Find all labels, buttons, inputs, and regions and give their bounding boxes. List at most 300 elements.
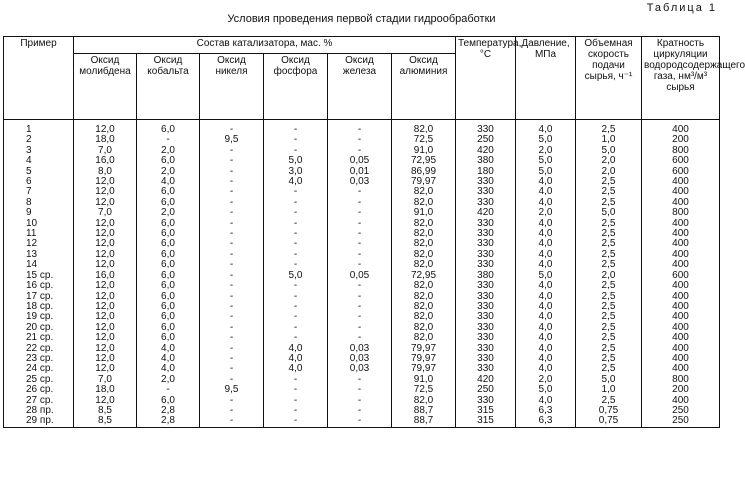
table-cell: 330 [456, 344, 516, 354]
table-cell: 330 [456, 219, 516, 229]
table-cell: - [200, 250, 264, 260]
example-cell: 12 [4, 239, 74, 249]
table-cell: 250 [642, 406, 720, 416]
table-cell: 2,5 [576, 250, 642, 260]
table-cell: - [200, 187, 264, 197]
table-cell: - [200, 281, 264, 291]
table-cell: 4,0 [516, 344, 576, 354]
table-cell: - [264, 323, 328, 333]
table-cell: - [328, 260, 392, 270]
table-cell: 6,0 [137, 156, 200, 166]
header-iron-oxide: Оксид железа [328, 54, 392, 120]
table-cell: 0,01 [328, 167, 392, 177]
table-cell: - [264, 219, 328, 229]
table-cell: 79,97 [392, 364, 456, 374]
table-cell: 4,0 [516, 333, 576, 343]
table-cell: 2,5 [576, 219, 642, 229]
table-cell: 330 [456, 364, 516, 374]
table-cell: 400 [642, 219, 720, 229]
table-cell: - [137, 135, 200, 145]
table-cell: - [264, 302, 328, 312]
table-cell: 6,0 [137, 323, 200, 333]
table-row [4, 333, 720, 343]
table-cell: - [264, 292, 328, 302]
table-cell: 3,0 [264, 167, 328, 177]
table-cell: 12,0 [74, 239, 137, 249]
table-cell: 330 [456, 198, 516, 208]
table-cell: - [264, 239, 328, 249]
table-cell: - [200, 375, 264, 385]
table-cell: - [328, 135, 392, 145]
example-cell: 25 ср. [4, 375, 74, 385]
example-cell: 6 [4, 177, 74, 187]
table-cell: 12,0 [74, 312, 137, 322]
table-cell: 6,3 [516, 406, 576, 416]
table-cell: 200 [642, 385, 720, 395]
table-cell: - [264, 333, 328, 343]
table-cell: 2,5 [576, 229, 642, 239]
table-cell: 4,0 [516, 198, 576, 208]
example-cell: 28 пр. [4, 406, 74, 416]
example-cell: 8 [4, 198, 74, 208]
table-cell: 6,0 [137, 396, 200, 406]
example-cell: 14 [4, 260, 74, 270]
table-cell: - [328, 292, 392, 302]
table-cell: 6,0 [137, 292, 200, 302]
table-cell: - [200, 344, 264, 354]
header-space-velocity: Объемная скорость подачи сырья, ч⁻¹ [576, 37, 642, 120]
table-cell: 4,0 [516, 177, 576, 187]
table-cell: 2,0 [516, 375, 576, 385]
table-cell: 82,0 [392, 239, 456, 249]
table-cell: 4,0 [137, 177, 200, 187]
header-example: Пример [4, 37, 74, 120]
table-cell: 180 [456, 167, 516, 177]
table-cell: 330 [456, 323, 516, 333]
table-cell: 7,0 [74, 208, 137, 218]
table-cell: 1,0 [576, 385, 642, 395]
table-cell: 82,0 [392, 396, 456, 406]
table-cell: - [328, 146, 392, 156]
table-cell: - [328, 187, 392, 197]
table-cell: 6,0 [137, 302, 200, 312]
table-cell: - [264, 312, 328, 322]
table-cell: 82,0 [392, 125, 456, 135]
table-cell: - [328, 281, 392, 291]
table-cell: 380 [456, 156, 516, 166]
table-cell: 6,0 [137, 281, 200, 291]
table-cell: - [328, 323, 392, 333]
example-cell: 17 ср. [4, 292, 74, 302]
table-cell: 2,0 [516, 208, 576, 218]
table-cell: - [328, 219, 392, 229]
table-cell: 91,0 [392, 146, 456, 156]
table-cell: - [264, 125, 328, 135]
table-cell: 380 [456, 271, 516, 281]
table-cell: - [328, 375, 392, 385]
table-cell: 2,5 [576, 198, 642, 208]
table-cell: - [264, 250, 328, 260]
table-cell: 0,05 [328, 271, 392, 281]
table-cell: 4,0 [137, 354, 200, 364]
table-cell: - [200, 323, 264, 333]
table-body [4, 120, 720, 428]
table-cell: - [137, 385, 200, 395]
table-cell: 4,0 [516, 281, 576, 291]
table-cell: - [200, 198, 264, 208]
table-cell: 330 [456, 187, 516, 197]
table-cell: 330 [456, 125, 516, 135]
table-cell: 250 [456, 385, 516, 395]
table-cell: 400 [642, 260, 720, 270]
table-cell: 5,0 [576, 146, 642, 156]
table-cell: 400 [642, 292, 720, 302]
example-cell: 16 ср. [4, 281, 74, 291]
example-cell: 5 [4, 167, 74, 177]
table-cell: 12,0 [74, 281, 137, 291]
example-cell: 9 [4, 208, 74, 218]
table-cell: 4,0 [516, 302, 576, 312]
example-cell: 19 ср. [4, 312, 74, 322]
table-cell: - [328, 229, 392, 239]
hydrotreatment-conditions-table [3, 36, 745, 428]
table-cell: - [328, 239, 392, 249]
table-cell: 6,0 [137, 198, 200, 208]
table-cell: - [200, 406, 264, 416]
table-cell: 2,5 [576, 364, 642, 374]
table-cell: - [328, 312, 392, 322]
table-cell: 0,03 [328, 354, 392, 364]
table-cell: - [200, 208, 264, 218]
header-aluminum-oxide: Оксид алюминия [392, 54, 456, 120]
table-cell: 5,0 [264, 156, 328, 166]
table-cell: 600 [642, 156, 720, 166]
table-cell: 7,0 [74, 146, 137, 156]
table-cell: 400 [642, 333, 720, 343]
example-cell: 4 [4, 156, 74, 166]
table-cell: 0,75 [576, 416, 642, 427]
table-cell: 2,5 [576, 302, 642, 312]
table-cell: 5,0 [516, 156, 576, 166]
table-cell: 5,0 [264, 271, 328, 281]
table-cell: 400 [642, 187, 720, 197]
table-cell: 79,97 [392, 354, 456, 364]
table-cell: - [264, 187, 328, 197]
example-cell: 20 ср. [4, 323, 74, 333]
table-cell: 4,0 [516, 354, 576, 364]
table-cell: 6,0 [137, 333, 200, 343]
table-cell: 2,5 [576, 187, 642, 197]
example-cell: 10 [4, 219, 74, 229]
table-cell: 4,0 [516, 250, 576, 260]
table-cell: 2,5 [576, 239, 642, 249]
table-cell: 330 [456, 312, 516, 322]
table-cell: 800 [642, 146, 720, 156]
example-cell: 26 ср. [4, 385, 74, 395]
table-cell: 600 [642, 271, 720, 281]
table-cell: 330 [456, 354, 516, 364]
table-cell: - [328, 208, 392, 218]
table-cell: 12,0 [74, 198, 137, 208]
table-cell: 2,5 [576, 333, 642, 343]
table-cell: 9,5 [200, 385, 264, 395]
header-pressure: Давление, МПа [516, 37, 576, 120]
table-cell: - [328, 198, 392, 208]
table-cell: 1,0 [576, 135, 642, 145]
header-molybdenum-oxide: Оксид молибдена [74, 54, 137, 120]
table-cell: 82,0 [392, 229, 456, 239]
example-cell: 2 [4, 135, 74, 145]
table-cell: - [264, 416, 328, 427]
table-cell: - [328, 302, 392, 312]
example-cell: 11 [4, 229, 74, 239]
table-cell: 250 [642, 416, 720, 427]
table-cell: 82,0 [392, 312, 456, 322]
example-cell: 27 ср. [4, 396, 74, 406]
table-cell: 12,0 [74, 344, 137, 354]
table-cell: 16,0 [74, 271, 137, 281]
table-cell: 82,0 [392, 198, 456, 208]
table-cell: 5,0 [516, 167, 576, 177]
table-cell: 400 [642, 302, 720, 312]
table-cell: - [328, 250, 392, 260]
table-cell: 12,0 [74, 302, 137, 312]
table-cell: 88,7 [392, 406, 456, 416]
table-cell: 330 [456, 302, 516, 312]
table-cell: - [264, 229, 328, 239]
table-cell: - [200, 125, 264, 135]
table-cell: 330 [456, 177, 516, 187]
table-cell: 400 [642, 344, 720, 354]
example-cell: 1 [4, 125, 74, 135]
table-cell: - [264, 198, 328, 208]
table-cell: - [264, 146, 328, 156]
table-cell: 2,5 [576, 344, 642, 354]
table-cell: 4,0 [516, 312, 576, 322]
table-cell: 7,0 [74, 375, 137, 385]
table-cell: 82,0 [392, 302, 456, 312]
table-cell: 79,97 [392, 177, 456, 187]
example-cell: 29 пр. [4, 416, 74, 427]
example-cell: 21 ср. [4, 333, 74, 343]
example-cell: 18 ср. [4, 302, 74, 312]
table-cell: 4,0 [516, 364, 576, 374]
header-gas-ratio: Кратность циркуляции водородсодержащего газа, нм³/м³ сырья [642, 37, 720, 120]
table-cell: 330 [456, 239, 516, 249]
table-cell: 82,0 [392, 333, 456, 343]
table-cell: 6,0 [137, 260, 200, 270]
table-cell: 18,0 [74, 135, 137, 145]
table-cell: 12,0 [74, 260, 137, 270]
table-cell: 72,5 [392, 135, 456, 145]
table-cell: 12,0 [74, 396, 137, 406]
table-cell: - [200, 333, 264, 343]
table-cell: 600 [642, 167, 720, 177]
table-cell: - [200, 146, 264, 156]
table-cell: 4,0 [137, 364, 200, 374]
table-cell: 6,3 [516, 416, 576, 427]
table-cell: 0,75 [576, 406, 642, 416]
table-cell: 72,5 [392, 385, 456, 395]
table-cell: 400 [642, 229, 720, 239]
table-cell: - [328, 416, 392, 427]
table-cell: 4,0 [516, 260, 576, 270]
table-cell: 330 [456, 281, 516, 291]
table-cell: 5,0 [516, 271, 576, 281]
table-cell: 12,0 [74, 177, 137, 187]
example-cell: 22 ср. [4, 344, 74, 354]
table-cell: 12,0 [74, 219, 137, 229]
table-cell: 400 [642, 239, 720, 249]
table-cell: - [264, 375, 328, 385]
table-cell: 400 [642, 364, 720, 374]
table-cell: 2,0 [137, 375, 200, 385]
table-cell: - [200, 229, 264, 239]
table-cell: - [200, 396, 264, 406]
table-cell: - [264, 135, 328, 145]
table-cell: 330 [456, 229, 516, 239]
table-cell: 330 [456, 260, 516, 270]
table-cell: - [200, 292, 264, 302]
table-cell: 330 [456, 250, 516, 260]
table-cell: - [200, 239, 264, 249]
example-cell: 13 [4, 250, 74, 260]
table-cell: 8,5 [74, 416, 137, 427]
table-cell: - [328, 396, 392, 406]
table-cell: - [264, 260, 328, 270]
table-cell: 400 [642, 323, 720, 333]
table-cell: 4,0 [137, 344, 200, 354]
table-cell: 4,0 [516, 239, 576, 249]
table-cell: - [200, 364, 264, 374]
table-cell: 6,0 [137, 187, 200, 197]
table-cell: 200 [642, 135, 720, 145]
table-cell: 420 [456, 146, 516, 156]
example-cell: 7 [4, 187, 74, 197]
example-cell: 23 ср. [4, 354, 74, 364]
table-cell: - [200, 156, 264, 166]
table-cell: 400 [642, 281, 720, 291]
table-cell: 8,0 [74, 167, 137, 177]
table-cell: - [264, 406, 328, 416]
table-cell: 12,0 [74, 250, 137, 260]
example-cell: 3 [4, 146, 74, 156]
table-cell: 91,0 [392, 208, 456, 218]
table-cell: - [328, 406, 392, 416]
table-cell: - [328, 385, 392, 395]
table-cell: - [200, 260, 264, 270]
table-cell: 9,5 [200, 135, 264, 145]
table-cell: 330 [456, 396, 516, 406]
table-cell: 82,0 [392, 292, 456, 302]
table-cell: 6,0 [137, 312, 200, 322]
table-cell: 86,99 [392, 167, 456, 177]
table-cell: 4,0 [516, 229, 576, 239]
table-cell: 2,0 [576, 156, 642, 166]
table-cell: 6,0 [137, 239, 200, 249]
table-cell: 6,0 [137, 125, 200, 135]
table-cell: 2,0 [137, 167, 200, 177]
table-cell: 420 [456, 208, 516, 218]
table-cell: 2,0 [137, 146, 200, 156]
table-cell: 16,0 [74, 156, 137, 166]
table-cell: 4,0 [516, 396, 576, 406]
table-cell: 12,0 [74, 323, 137, 333]
table-cell: - [264, 281, 328, 291]
header-phosphorus-oxide: Оксид фосфора [264, 54, 328, 120]
table-cell: 0,05 [328, 156, 392, 166]
table-cell: 12,0 [74, 229, 137, 239]
table-cell: 2,5 [576, 292, 642, 302]
header-catalyst-composition: Состав катализатора, мас. % [74, 37, 456, 54]
table-cell: 0,03 [328, 177, 392, 187]
table-cell: 400 [642, 125, 720, 135]
table-cell: 4,0 [516, 187, 576, 197]
table-cell: 4,0 [516, 323, 576, 333]
table-cell: 400 [642, 396, 720, 406]
table-cell: - [200, 302, 264, 312]
table-cell: 5,0 [576, 208, 642, 218]
table-cell: 2,5 [576, 125, 642, 135]
table-cell: 400 [642, 354, 720, 364]
table-cell: 5,0 [516, 385, 576, 395]
table-cell: 91,0 [392, 375, 456, 385]
table-cell: - [264, 208, 328, 218]
table-cell: 400 [642, 250, 720, 260]
table-cell: 2,5 [576, 260, 642, 270]
table-cell: - [200, 354, 264, 364]
table-cell: 6,0 [137, 271, 200, 281]
table-cell: 2,5 [576, 177, 642, 187]
table-cell: - [200, 271, 264, 281]
table-cell: 2,0 [576, 167, 642, 177]
table-cell: - [200, 312, 264, 322]
table-cell: 330 [456, 292, 516, 302]
table-cell: 82,0 [392, 187, 456, 197]
table-cell: 400 [642, 198, 720, 208]
table-cell: 88,7 [392, 416, 456, 427]
table-cell: 8,5 [74, 406, 137, 416]
table-cell: 12,0 [74, 125, 137, 135]
table-cell: 420 [456, 375, 516, 385]
table-cell: 2,0 [516, 146, 576, 156]
table-cell: 2,5 [576, 281, 642, 291]
table-cell: 400 [642, 177, 720, 187]
table-cell: - [328, 125, 392, 135]
table-cell: 5,0 [576, 375, 642, 385]
table-cell: 4,0 [264, 354, 328, 364]
table-cell: 2,8 [137, 416, 200, 427]
header-temperature: Температура, °С [456, 37, 516, 120]
table-cell: 6,0 [137, 229, 200, 239]
table-cell: - [200, 219, 264, 229]
table-cell: 315 [456, 406, 516, 416]
header-nickel-oxide: Оксид никеля [200, 54, 264, 120]
table-cell: 12,0 [74, 333, 137, 343]
table-cell: 79,97 [392, 344, 456, 354]
table-cell: 800 [642, 208, 720, 218]
table-cell: 2,8 [137, 406, 200, 416]
table-cell: 6,0 [137, 219, 200, 229]
table-caption: Условия проведения первой стадии гидрообработки [227, 13, 496, 25]
table-cell: 0,03 [328, 344, 392, 354]
table-cell: 2,0 [137, 208, 200, 218]
table-cell: 18,0 [74, 385, 137, 395]
table-cell: 2,5 [576, 354, 642, 364]
table-row [4, 416, 720, 427]
table-cell: 4,0 [264, 364, 328, 374]
table-cell: - [200, 167, 264, 177]
